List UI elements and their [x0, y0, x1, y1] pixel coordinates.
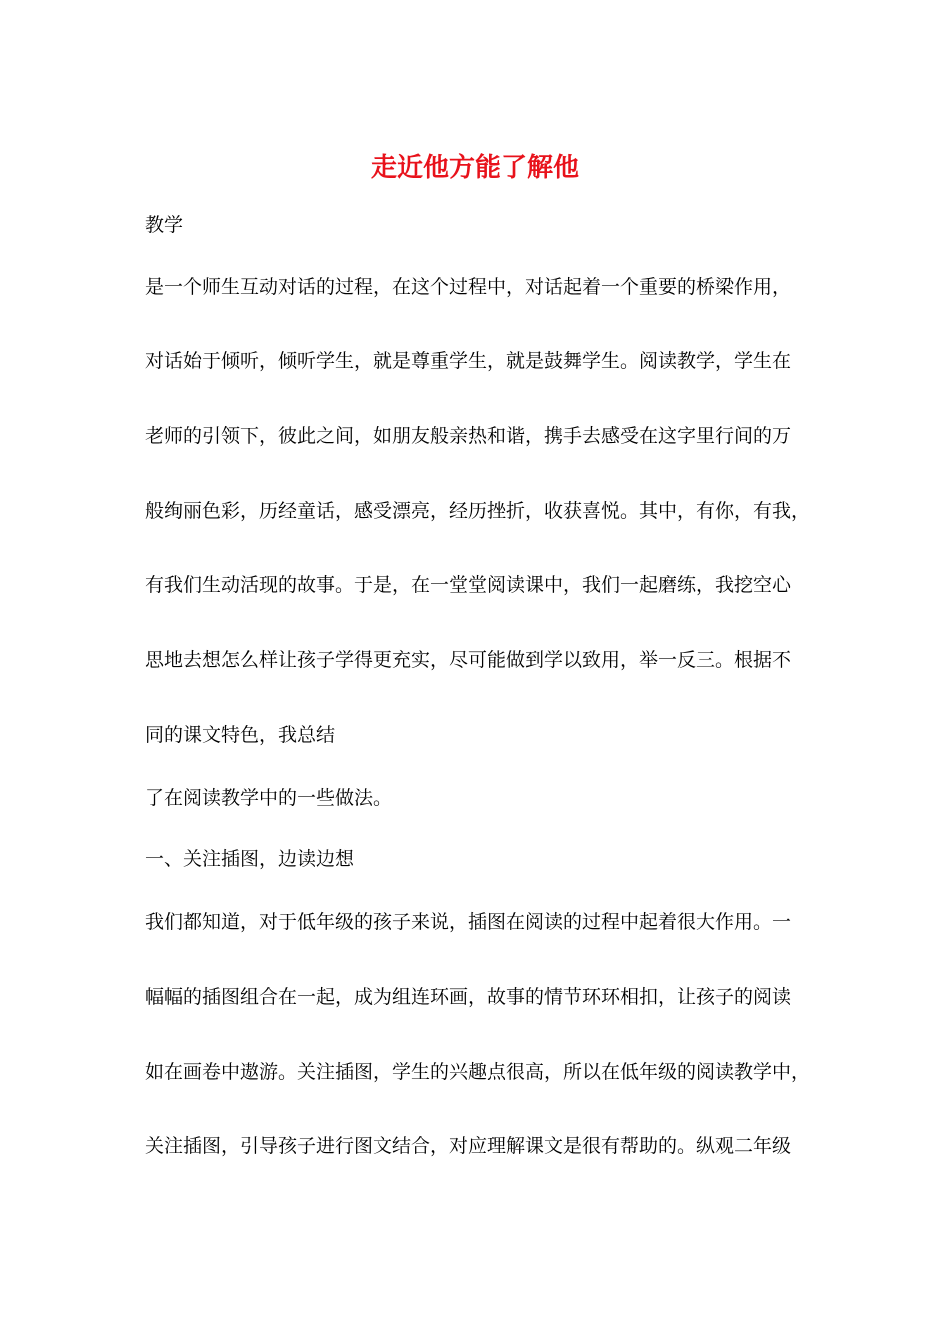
paragraph-line: 关注插图，引导孩子进行图文结合，对应理解课文是很有帮助的。纵观二年级 [145, 1135, 792, 1157]
paragraph-line: 思地去想怎么样让孩子学得更充实，尽可能做到学以致用，举一反三。根据不 [145, 649, 792, 671]
paragraph-line: 老师的引领下，彼此之间，如朋友般亲热和谐，携手去感受在这字里行间的万 [145, 425, 792, 447]
paragraph-line: 了在阅读教学中的一些做法。 [145, 787, 393, 809]
paragraph-line: 有我们生动活现的故事。于是，在一堂堂阅读课中，我们一起磨练，我挖空心 [145, 574, 792, 596]
paragraph-line: 幅幅的插图组合在一起，成为组连环画，故事的情节环环相扣，让孩子的阅读 [145, 986, 792, 1008]
paragraph-line: 同的课文特色，我总结 [145, 724, 336, 746]
paragraph-line: 般绚丽色彩，历经童话，感受漂亮，经历挫折，收获喜悦。其中，有你，有我， [145, 500, 811, 522]
paragraph-line: 我们都知道，对于低年级的孩子来说，插图在阅读的过程中起着很大作用。一 [145, 911, 792, 933]
section-heading: 一、关注插图，边读边想 [145, 848, 355, 870]
paragraph-line: 对话始于倾听，倾听学生，就是尊重学生，就是鼓舞学生。阅读教学，学生在 [145, 350, 792, 372]
paragraph-line: 如在画卷中遨游。关注插图，学生的兴趣点很高，所以在低年级的阅读教学中， [145, 1061, 811, 1083]
paragraph-line: 教学 [145, 214, 184, 236]
paragraph-line: 是一个师生互动对话的过程，在这个过程中，对话起着一个重要的桥梁作用， [145, 276, 792, 298]
document-title: 走近他方能了解他 [370, 153, 579, 183]
